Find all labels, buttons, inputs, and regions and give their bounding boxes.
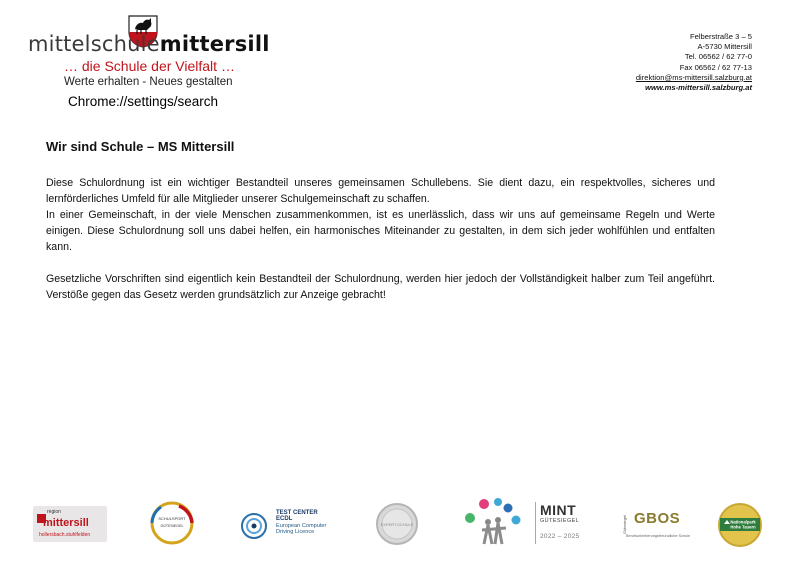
school-name (28, 32, 270, 56)
ecdl-line4: Driving Licence (276, 529, 315, 536)
address-phone: Tel. 06562 / 62 77-0 (684, 52, 752, 62)
ecdl-test-center-logo (236, 508, 346, 544)
region-sub: hollersbach.stuhlfelden (39, 532, 91, 538)
document-title: Wir sind Schule – MS Mittersill (46, 139, 235, 154)
ecdl-line1: TEST CENTER (276, 510, 318, 516)
settings-search-url: Chrome://settings/search (68, 94, 219, 109)
mint-divider (535, 502, 536, 544)
school-tagline: … die Schule der Vielfalt … (64, 58, 235, 74)
gbos-subtitle: Berufsorientierungsfreundliche Schule (626, 534, 691, 538)
region-label: region (47, 509, 61, 515)
expert-schule-logo (375, 502, 419, 546)
email-link[interactable]: direktion@ms-mittersill.salzburg.at (635, 72, 752, 82)
school-subtagline: Werte erhalten - Neues gestalten (64, 76, 233, 88)
address-city: A-5730 Mittersill (697, 42, 752, 52)
mint-title: MINT (540, 502, 577, 518)
schulsport-guetesiegel-logo (149, 500, 195, 546)
footer-logos (0, 498, 800, 558)
address-street: Felberstraße 3 – 5 (689, 32, 752, 41)
paragraph-community: In einer Gemeinschaft, in der viele Menschen zusammenkommen, ist es unerlässlich, dass wir uns auf gemeinsame Regeln und Werte einigen. Diese Schulordnung soll uns dabei helfen, ein harmonisches Miteinander zu gestalten, in dem sich jeder wohlfühlen und entfalten kann. (46, 209, 715, 253)
nationalpark-hohe-tauern-logo (717, 502, 763, 548)
sport-text-bottom: GÜTESIEGEL (160, 524, 184, 528)
mint-label: GÜTESIEGEL (540, 518, 580, 524)
gbos-guetesiegel-logo (622, 510, 691, 546)
mint-guetesiegel-logo (462, 498, 584, 550)
document-body (46, 175, 715, 303)
paragraph-legal: Gesetzliche Vorschriften sind eigentlich kein Bestandteil der Schulordnung, werden hier jedoch der Vollständigkeit halber zum Teil angeführt. Verstöße gegen das Gesetz werden grundsätzlich zur Anzeige gebracht! (46, 273, 715, 301)
expert-text: EXPERT.SCHULE (380, 522, 414, 527)
paragraph-intro: Diese Schulordnung ist ein wichtiger Bestandteil unseres gemeinsamen Schullebens. Sie dient dazu, ein respektvolles, sicheres und lernförderliches Umfeld für alle Mitglieder unserer Schulgemeinschaft zu schaffen. (46, 177, 715, 205)
gbos-title: GBOS (634, 510, 681, 527)
np-line2: Hohe Tauern (730, 524, 756, 530)
region-name: mittersill (43, 517, 89, 529)
school-name-main: mittersill (159, 32, 270, 56)
ecdl-line2: ECDL (276, 516, 293, 523)
ecdl-line3: European Computer (276, 522, 327, 529)
mint-years: 2022 – 2025 (540, 533, 580, 540)
mint-people-icon (462, 498, 534, 550)
np-line1: Nationalpark (730, 519, 756, 525)
school-name-prefix: mittelschule (28, 32, 160, 56)
gbos-side-label: Gütesiegel (622, 514, 627, 534)
ecdl-text (276, 510, 326, 536)
region-mittersill-logo (33, 506, 107, 542)
address-block (552, 32, 752, 93)
ecdl-circle-icon (240, 512, 268, 540)
website-link[interactable]: www.ms-mittersill.salzburg.at (645, 83, 752, 93)
sport-text-top: SCHULSPORT (158, 516, 186, 521)
address-fax: Fax 06562 / 62 77-13 (679, 62, 752, 72)
